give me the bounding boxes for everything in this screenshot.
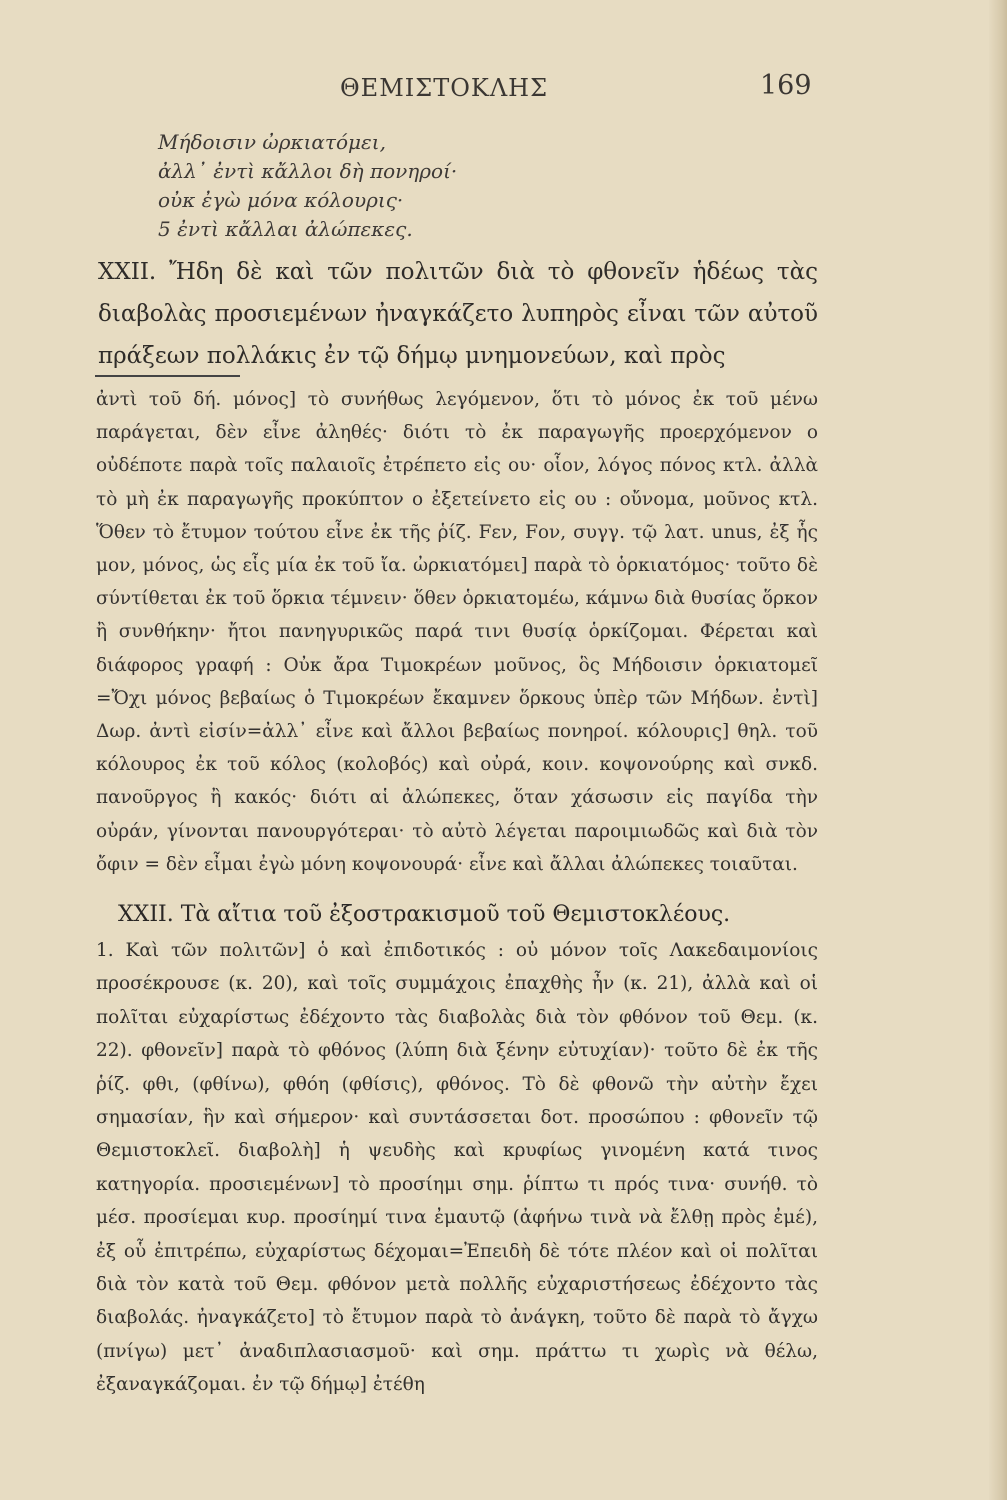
verse-line: ἀλλ᾽ ἐντὶ κἄλλοι δὴ πονηροί· (158, 159, 458, 183)
verse-block (158, 128, 758, 244)
commentary-paragraph: ἀντὶ τοῦ δή. μόνος] τὸ συνήθως λεγόμενον, ὅτι τὸ μόνος ἐκ τοῦ μένω παράγεται, δὲν εἶνε ἀληθές· διότι τὸ ἐκ παραγωγῆς προερχόμενον ο οὐδέποτε παρὰ τοῖς παλαιοῖς ἐτρέπετο εἰς ου· οἷον, λόγος πόνος κτλ. ἀλλὰ τὸ μὴ ἐκ παραγωγῆς προκύπτον ο ἐξετείνετο εἰς ου : οὔνομα, μοῦνος κτλ. Ὅθεν τὸ ἔτυμον τούτου εἶνε ἐκ τῆς ῥίζ. Fεν, Fον, συγγ. τῷ λατ. unus, ἐξ ἧς μον, μόνος, ὡς εἷς μία ἐκ τοῦ ἴα. ὠρκιατόμει] παρὰ τὸ ὁρκιατόμος· τοῦτο δὲ σύντίθεται ἐκ τοῦ ὅρκια τέμνειν· ὅθεν ὁρκιατομέω, κάμνω διὰ θυσίας ὅρκον ἢ συνθήκην· ἤτοι πανηγυρικῶς παρά τινι θυσίᾳ ὁρκίζομαι. Φέρεται καὶ διάφορος γραφή : Οὐκ ἄρα Τιμοκρέων μοῦνος, ὃς Μήδοισιν ὁρκιατομεῖ =Ὄχι μόνος βεβαίως ὁ Τιμοκρέων ἔκαμνεν ὅρκους ὑπὲρ τῶν Μήδων. ἐντὶ] Δωρ. ἀντὶ εἰσίν=ἀλλ᾽ εἶνε καὶ ἄλλοι βεβαίως πονηροί. κόλουρις] θηλ. τοῦ κόλουρος ἐκ τοῦ κόλος (κολοβός) καὶ οὐρά, κοιν. κοψονούρης καὶ σνκδ. πανοῦργος ἢ κακός· διότι αἱ ἀλώπεκες, ὅταν χάσωσιν εἰς παγίδα τὴν οὐράν, γίνονται πανουργότεραι· τὸ αὐτὸ λέγεται παροιμιωδῶς καὶ διὰ τὸν ὄφιν = δὲν εἶμαι ἐγὼ μόνη κοψονουρά· εἶνε καὶ ἄλλαι ἀλώπεκες τοιαῦται. (96, 389, 818, 875)
main-paragraph: XXII. Ἤδη δὲ καὶ τῶν πολιτῶν διὰ τὸ φθονεῖν ἡδέως τὰς διαβολὰς προσιεμένων ἠναγκάζετο λυπηρὸς εἶναι τῶν αὐτοῦ πράξεων πολλάκις ἐν τῷ δήμῳ μνημονεύων, καὶ πρὸς (98, 259, 818, 369)
commentary-block (96, 383, 818, 881)
footnote-rule (95, 375, 240, 377)
main-text (98, 251, 818, 377)
page-edge (989, 0, 1007, 1500)
verse-line: 5 ἐντὶ κἄλλαι ἀλώπεκες. (158, 217, 413, 241)
section-heading: XXII. Τὰ αἴτια τοῦ ἐξοστρακισμοῦ τοῦ Θεμιστοκλέους. (118, 902, 731, 927)
verse-line: οὐκ ἐγὼ μόνα κόλουρις· (158, 188, 404, 212)
page-header (90, 70, 830, 110)
page-number: 169 (760, 70, 812, 101)
verse-line: Μήδοισιν ὠρκιατόμει, (158, 130, 386, 154)
section-commentary (96, 934, 818, 1402)
section-commentary-paragraph: 1. Καὶ τῶν πολιτῶν] ὁ καὶ ἐπιδοτικός : οὐ μόνον τοῖς Λακεδαιμονίοις προσέκρουσε (κ. 20), καὶ τοῖς συμμάχοις ἐπαχθὴς ἦν (κ. 21), ἀλλὰ καὶ οἱ πολῖται εὐχαρίστως ἐδέχοντο τὰς διαβολὰς διὰ τὸν φθόνον τοῦ Θεμ. (κ. 22). φθονεῖν] παρὰ τὸ φθόνος (λύπη διὰ ξένην εὐτυχίαν)· τοῦτο δὲ ἐκ τῆς ῥίζ. φθι, (φθίνω), φθόη (φθίσις), φθόνος. Τὸ δὲ φθονῶ τὴν αὐτὴν ἔχει σημασίαν, ἣν καὶ σήμερον· καὶ συντάσσεται δοτ. προσώπου : φθονεῖν τῷ Θεμιστοκλεῖ. διαβολὴ] ἡ ψευδὴς καὶ κρυφίως γινομένη κατά τινος κατηγορία. προσιεμένων] τὸ προσίημι σημ. ῥίπτω τι πρός τινα· συνήθ. τὸ μέσ. προσίεμαι κυρ. προσίημί τινα ἐμαυτῷ (ἀφήνω τινὰ νὰ ἔλθῃ πρὸς ἐμέ), ἐξ οὗ ἐπιτρέπω, εὐχαρίστως δέχομαι=Ἐπειδὴ δὲ τότε πλέον καὶ οἱ πολῖται διὰ τὸν κατὰ τοῦ Θεμ. φθόνον μετὰ πολλῆς εὐχαριστήσεως ἐδέχοντο τὰς διαβολάς. ἠναγκάζετο] τὸ ἔτυμον παρὰ τὸ ἀνάγκη, τοῦτο δὲ παρὰ τὸ ἄγχω (πνίγω) μετ᾽ ἀναδιπλασιασμοῦ· καὶ σημ. πράττω τι χωρὶς νὰ θέλω, ἐξαναγκάζομαι. ἐν τῷ δήμῳ] ἐτέθη (96, 940, 818, 1396)
running-head: ΘΕΜΙΣΤΟΚΛΗΣ (340, 74, 549, 102)
